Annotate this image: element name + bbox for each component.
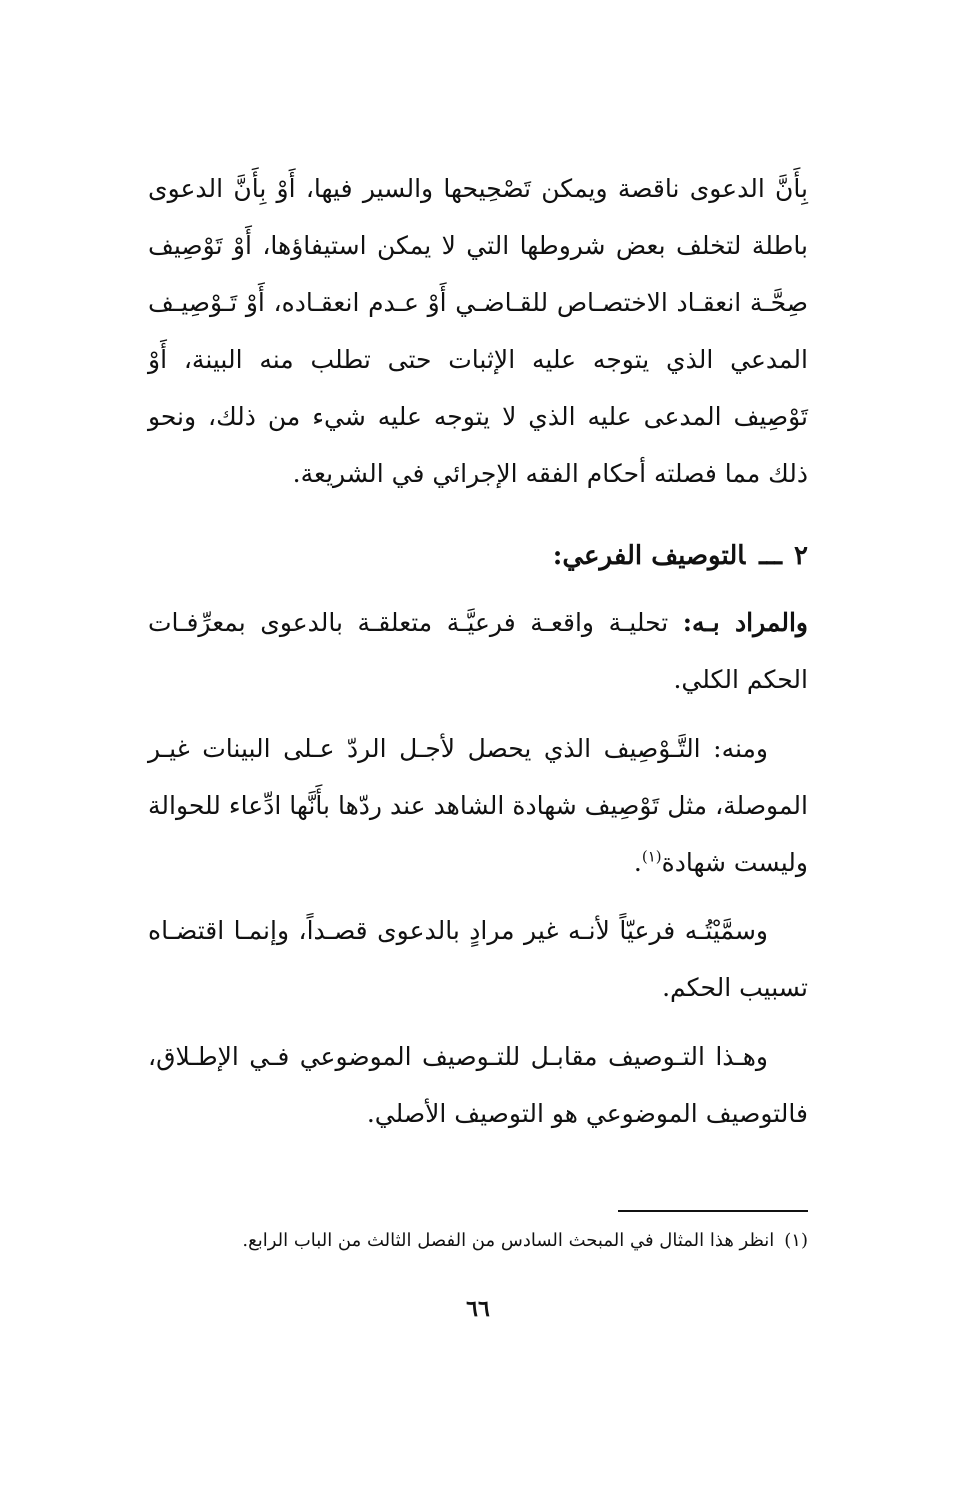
page-number: ٦٦ bbox=[466, 1296, 490, 1322]
section-heading-number: ٢ bbox=[794, 541, 808, 571]
paragraph-example bbox=[148, 720, 808, 891]
footnote-text: انظر هذا المثال في المبحث السادس من الفصل الثالث من الباب الرابع. bbox=[242, 1230, 775, 1251]
paragraph-naming: وسمَّيْتُـه فرعيّاً لأنـه غير مرادٍ بالدعوى قصـداً، وإنمـا اقتضـاه تسبيب الحكم. bbox=[148, 916, 808, 1002]
example-end: . bbox=[633, 848, 642, 877]
footnote-separator bbox=[618, 1210, 808, 1212]
footnote-reference: (١) bbox=[641, 847, 662, 866]
footnote-number: (١) bbox=[784, 1230, 808, 1251]
paragraph-contrast: وهـذا التـوصيف مقابـل للتـوصيف الموضوعي فـي الإطـلاق، فالتوصيف الموضوعي هو التوصيف الأصلي. bbox=[148, 1042, 808, 1128]
section-heading bbox=[148, 528, 808, 585]
paragraph-continuation: بِأَنَّ الدعوى ناقصة ويمكن تَصْحِيحها والسير فيها، أَوْ بِأَنَّ الدعوى باطلة لتخلف بعض شروطها التي لا يمكن استيفاؤها، أَوْ تَوْصِيف صِحَّـة انعقـاد الاختصـاص للقـاضـي أَوْ عـدم انعقـاده، أَوْ تَـوْصِيـف المدعي الذي يتوجه عليه الإثبات حتى تطلب منه البينة، أَوْ تَوْصِيف المدعى عليه الذي لا يتوجه عليه شيء من ذلك، ونحو ذلك مما فصلته أحكام الفقه الإجرائي في الشريعة. bbox=[148, 174, 808, 488]
definition-body: تحليـة واقعـة فرعيَّـة متعلقـة بالدعوى بمعرِّفـات الحكم الكلي. bbox=[148, 608, 808, 694]
example-text: ومنه: التَّـوْصِيف الذي يحصل لأجـل الردّ عـلى البينات غيـر الموصلة، مثل تَوْصِيف شهادة الشاهد عند ردّها بأَنَّها ادِّعاء للحوالة وليست شهادة bbox=[148, 734, 808, 877]
definition-lead: والمراد بـه: bbox=[682, 608, 808, 637]
footnote bbox=[148, 1226, 808, 1256]
section-heading-dash: ـــ bbox=[759, 541, 783, 571]
section-heading-text: التوصيف الفرعي: bbox=[552, 541, 746, 571]
paragraph-definition bbox=[148, 594, 808, 708]
